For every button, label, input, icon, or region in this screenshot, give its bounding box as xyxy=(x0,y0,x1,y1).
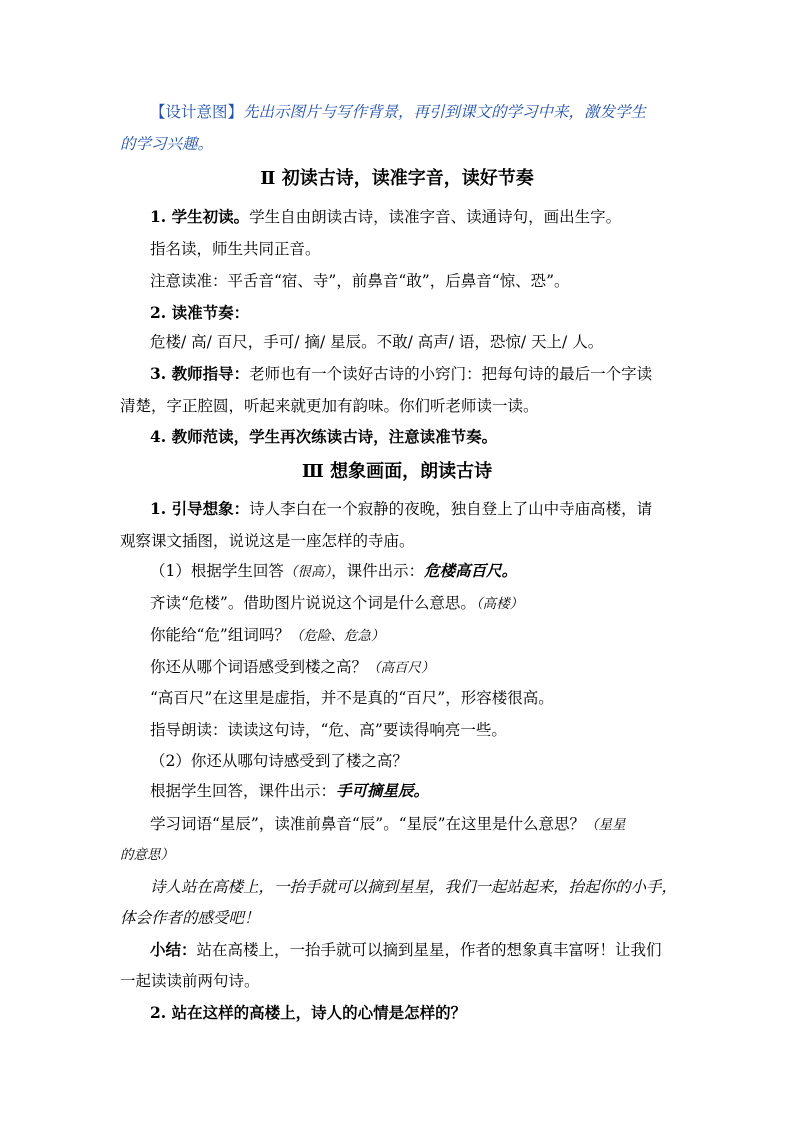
paragraph: 2. 读准节奏： xyxy=(150,303,250,322)
paragraph: 诗人站在高楼上，一抬手就可以摘到星星，我们一起站起来，抬起你的小手， xyxy=(150,878,678,896)
paragraph: 1. 学生初读。学生自由朗读古诗，读准字音、读通诗句，画出生字。 xyxy=(150,207,622,226)
section-heading-3: Ⅲ 想象画面，朗读古诗 xyxy=(301,461,493,482)
paragraph: 的意思） xyxy=(120,847,174,863)
design-intent-line-2: 的学习兴趣。 xyxy=(120,135,214,153)
paragraph: “高百尺”在这里是虚指，并不是真的“百尺”，形容楼很高。 xyxy=(150,689,554,707)
paragraph: 一起读读前两句诗。 xyxy=(120,972,260,990)
paragraph: 指导朗读：读读这句诗，“危、高”要读得响亮一些。 xyxy=(150,721,507,739)
paragraph: 学习词语“星辰”，读准前鼻音“辰”。“星辰”在这里是什么意思？（星星 xyxy=(150,815,626,833)
paragraph: （2）你还从哪句诗感受到了楼之高？ xyxy=(150,752,408,770)
paragraph: 体会作者的感受吧！ xyxy=(120,909,260,927)
summary-label: 小结： xyxy=(150,940,197,959)
rhythm-line: 危楼/ 高/ 百尺，手可/ 摘/ 星辰。不敢/ 高声/ 语，恐惊/ 天上/ 人。 xyxy=(150,333,604,351)
paragraph: 指名读，师生共同正音。 xyxy=(150,240,321,258)
paragraph: （1）根据学生回答（很高），课件出示：危楼高百尺。 xyxy=(150,561,518,580)
design-intent-label: 【设计意图】 xyxy=(150,103,244,121)
paragraph: 注意读准：平舌音“宿、寺”，前鼻音“敢”，后鼻音“惊、恐”。 xyxy=(150,272,570,290)
section-heading-2: Ⅱ 初读古诗，读准字音，读好节奏 xyxy=(260,168,534,189)
design-intent-text: 先出示图片与写作背景，再引到课文的学习中来，激发学生 xyxy=(243,103,647,121)
design-intent-line-1 xyxy=(150,102,710,122)
paragraph: 清楚，字正腔圆，听起来就更加有韵味。你们听老师读一读。 xyxy=(120,397,539,415)
paragraph: 观察课文插图，说说这是一座怎样的寺庙。 xyxy=(120,532,415,550)
summary-line: 小结：站在高楼上，一抬手就可以摘到星星，作者的想象真丰富呀！让我们 xyxy=(150,940,662,959)
paragraph: 2. 站在这样的高楼上，诗人的心情是怎样的？ xyxy=(150,1003,467,1022)
paragraph: 你能给“危”组词吗？（危险、危急） xyxy=(150,626,385,644)
paragraph: 4. 教师范读，学生再次练读古诗，注意读准节奏。 xyxy=(150,427,498,446)
paragraph: 1. 引导想象：诗人李白在一个寂静的夜晚，独自登上了山中寺庙高楼，请 xyxy=(150,499,653,518)
paragraph: 你还从哪个词语感受到楼之高？（高百尺） xyxy=(150,658,435,676)
paragraph: 3. 教师指导：老师也有一个读好古诗的小窍门：把每句诗的最后一个字读 xyxy=(150,364,653,383)
paragraph: 根据学生回答，课件出示：手可摘星辰。 xyxy=(150,781,430,800)
paragraph: 齐读“危楼”。借助图片说说这个词是什么意思。（高楼） xyxy=(150,594,524,612)
